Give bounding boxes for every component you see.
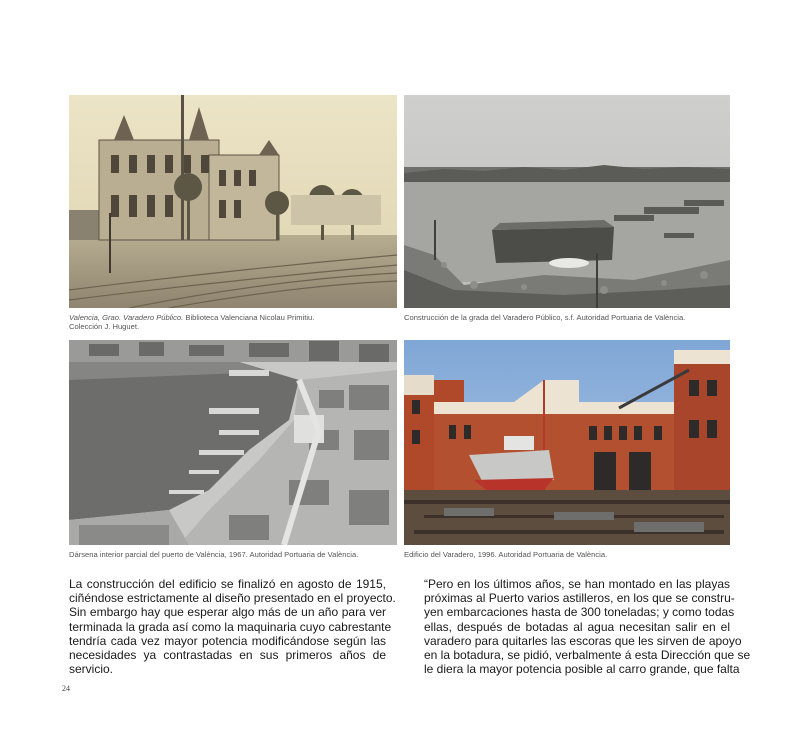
body-text-left-line: Sin embargo hay que esperar algo más de un año para ver bbox=[69, 605, 386, 620]
body-text-left-line: servicio. bbox=[69, 662, 114, 677]
body-text-right-line: “Pero en los últimos años, se han montado en las playas bbox=[424, 577, 730, 591]
varadero-publico-image bbox=[69, 95, 397, 308]
body-text-left-line: terminada la grada así como la maquinaria cuyo cabrestante bbox=[69, 619, 392, 634]
caption-varadero-publico-rest: Biblioteca Valenciana Nicolau Primitiu. bbox=[183, 313, 315, 322]
caption-darsena-interior-text: Dársena interior parcial del puerto de València, 1967. Autoridad Portuaria de València. bbox=[69, 550, 359, 559]
caption-edificio-varadero bbox=[404, 550, 734, 559]
photo-darsena-interior bbox=[69, 340, 397, 545]
darsena-interior-image bbox=[69, 340, 397, 545]
construccion-grada-image bbox=[404, 95, 730, 308]
body-text-right-line: ellas, después de botadas al agua necesitan salir en el bbox=[424, 619, 730, 634]
caption-varadero-publico-line2: Colección J. Huguet. bbox=[69, 322, 140, 331]
body-text-right-line: próximas al Puerto varios astilleros, en los que se constru- bbox=[424, 591, 735, 606]
photo-construccion-grada bbox=[404, 95, 730, 308]
photo-varadero-publico bbox=[69, 95, 397, 308]
body-text-right-line: varadero para quitarles las escoras que les sirven de apoyo bbox=[424, 633, 742, 648]
body-text-left-line: necesidades ya contrastadas en sus primeros años de bbox=[69, 648, 386, 663]
caption-darsena-interior bbox=[69, 550, 399, 559]
photo-edificio-varadero bbox=[404, 340, 730, 545]
body-text-right-line: yen embarcaciones hasta de 300 toneladas; y como todas bbox=[424, 605, 735, 620]
caption-construccion-grada bbox=[404, 313, 734, 322]
body-text-right-line: le diera la mayor potencia posible al carro grande, que falta bbox=[424, 662, 740, 677]
body-text-left-line: ciñéndose estrictamente al diseño presentado en el proyecto. bbox=[69, 591, 396, 606]
caption-edificio-varadero-text: Edificio del Varadero, 1996. Autoridad Portuaria de València. bbox=[404, 550, 608, 559]
body-text-left bbox=[69, 577, 396, 677]
page-number: 24 bbox=[62, 684, 70, 693]
body-text-right-line: en la botadura, se pidió, verbalmente á esta Dirección que se bbox=[424, 648, 751, 663]
caption-varadero-publico-italic: Valencia, Grao. Varadero Público. bbox=[69, 313, 184, 322]
body-text-left-line: La construcción del edificio se finalizó en agosto de 1915, bbox=[69, 577, 386, 591]
body-text-left-line: tendría cada vez mayor potencia modificándose según las bbox=[69, 633, 386, 648]
caption-varadero-publico bbox=[69, 313, 399, 331]
edificio-varadero-image bbox=[404, 340, 730, 545]
body-text-right bbox=[424, 577, 751, 677]
caption-construccion-grada-text: Construcción de la grada del Varadero Público, s.f. Autoridad Portuaria de València. bbox=[404, 313, 686, 322]
